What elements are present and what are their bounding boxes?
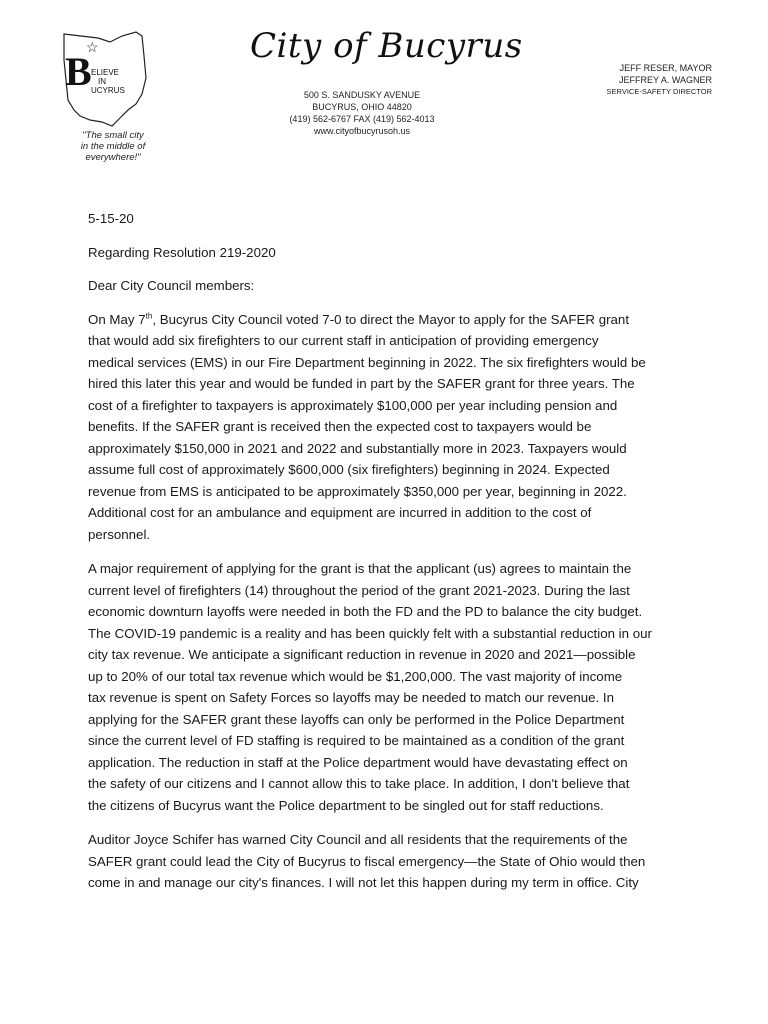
director-name: JEFFREY A. WAGNER [618,75,712,85]
address-website: www.cityofbucyrusoh.us [313,126,411,136]
paragraph-line: A major requirement of applying for the grant is that the applicant (us) agrees to maintain the [88,561,632,576]
city-officials [560,62,712,98]
paragraph-3 [88,829,688,894]
city-tagline [48,130,178,163]
letter-date: 5-15-20 [88,211,134,226]
paragraph-line: since the current level of FD staffing is required to be maintained as a condition of the grant [88,733,625,748]
paragraph-line: The COVID-19 pandemic is a reality and has been quickly felt with a substantial reduction in our [88,625,652,641]
paragraph-line: tax revenue is spent on Safety Forces so layoffs may be needed to match our revenue. In [88,690,615,705]
city-address [262,89,462,137]
director-title: SERVICE-SAFETY DIRECTOR [606,87,712,96]
tagline-line: everywhere!" [85,152,141,163]
paragraph-line: Additional cost for an ambulance and equipment are incurred in addition to the cost of [88,505,592,520]
paragraph-line: application. The reduction in staff at the Police department would have devastating effect on [88,754,628,770]
paragraph-2 [88,558,688,816]
paragraph-line: personnel. [88,526,151,542]
tagline-line: in the middle of [80,141,146,152]
star-icon: ☆ [86,39,99,55]
paragraph-line: economic downturn layoffs were needed in both the FD and the PD to balance the city budget. [88,604,643,619]
paragraph-line: SAFER grant could lead the City of Bucyrus to fiscal emergency—the State of Ohio would then [88,853,646,869]
paragraph-line: cost of a firefighter to taxpayers is approximately $100,000 per year including pension and [88,397,618,413]
paragraph-line: city tax revenue. We anticipate a significant reduction in revenue in 2020 and 2021—possible [88,647,636,662]
address-phone: (419) 562-6767 FAX (419) 562-4013 [289,114,435,124]
paragraph-line: approximately $150,000 in 2021 and 2022 and substantially more in 2023. Taxpayers would [88,440,627,456]
paragraph-line: current level of firefighters (14) throughout the period of the grant 2021-2023. During the last [88,582,630,598]
paragraph-1 [88,309,688,546]
paragraph-line: that would add six firefighters to our current staff in anticipation of providing emergency [88,333,599,348]
mayor-name: JEFF RESER, MAYOR [619,63,712,73]
paragraph-line: revenue from EMS is anticipated to be approximately $350,000 per year, beginning in 2022. [88,483,627,499]
letter-salutation: Dear City Council members: [88,278,255,293]
city-logo [58,30,168,130]
paragraph-line: medical services (EMS) in our Fire Department beginning in 2022. The six firefighters would be [88,354,646,370]
tagline-line: "The small city [82,130,144,141]
paragraph-line: the safety of our citizens and I cannot allow this to take place. In addition, I don't believe that [88,776,630,791]
paragraph-line: assume full cost of approximately $600,000 (six firefighters) beginning in 2024. Expected [88,462,610,477]
address-city: BUCYRUS, OHIO 44820 [312,102,412,112]
paragraph-line: Auditor Joyce Schifer has warned City Council and all residents that the requirements of the [88,832,628,847]
paragraph-line: come in and manage our city's finances. I will not let this happen during my term in office. City [88,875,639,890]
paragraph-line: benefits. If the SAFER grant is received then the expected cost to taxpayers would be [88,419,592,434]
logo-letter-b: B [65,49,92,94]
paragraph-line: the citizens of Bucyrus want the Police department to be singled out for staff reductions. [88,797,604,813]
logo-text-believe: ELIEVE [91,68,120,77]
letter-subject: Regarding Resolution 219-2020 [88,244,276,260]
paragraph-line: On May 7th, Bucyrus City Council voted 7-0 to direct the Mayor to apply for the SAFER grant [88,311,630,327]
paragraph-line: up to 20% of our total tax revenue which would be $1,200,000. The vast majority of income [88,668,623,684]
city-title: City of Bucyrus [250,26,523,66]
logo-text-in: IN [98,77,106,86]
letter-body [88,208,688,907]
address-street: 500 S. SANDUSKY AVENUE [303,90,421,100]
paragraph-line: applying for the SAFER grant these layoffs can only be performed in the Police Department [88,711,625,727]
paragraph-line: hired this later this year and would be funded in part by the SAFER grant for three years. The [88,376,635,391]
logo-text-bucyrus: UCYRUS [91,86,125,95]
